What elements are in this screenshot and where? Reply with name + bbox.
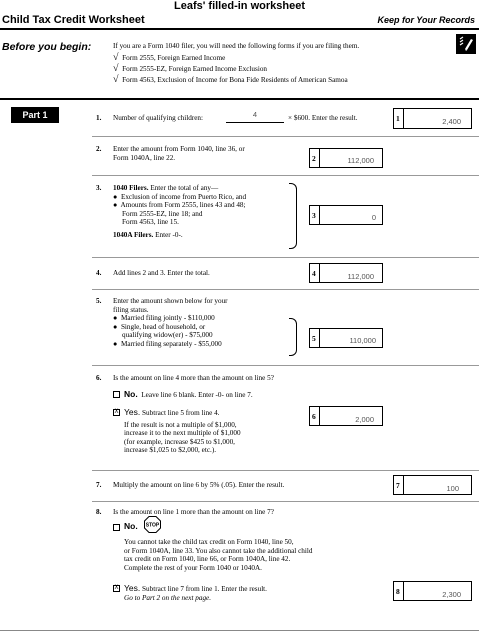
line-8-value: 2,300 bbox=[442, 590, 461, 599]
detail-line: Complete the rest of your Form 1040 or 1040A. bbox=[124, 563, 262, 572]
filers-heading: 1040 Filers. bbox=[113, 184, 149, 192]
detail-line: increase it to the next multiple of $1,000 bbox=[124, 429, 241, 438]
check-glyph: √ bbox=[113, 63, 119, 74]
detail-line: (for example, increase $425 to $1,000, bbox=[124, 437, 235, 446]
detail-line: increase $1,025 to $2,000, etc.). bbox=[124, 446, 217, 455]
bullet-continuation: Form 2555-EZ, line 18; and bbox=[122, 209, 203, 218]
line-8-question: Is the amount on line 1 more than the amount on line 7? bbox=[113, 508, 274, 516]
text-line: Form 1040A, line 22. bbox=[113, 153, 176, 162]
yes-label: Yes. bbox=[124, 583, 141, 593]
line-8-box[interactable] bbox=[393, 581, 472, 601]
box-divider bbox=[319, 329, 320, 347]
line-divider bbox=[92, 365, 479, 366]
yes-text: Subtract line 7 from line 1. Enter the result. bbox=[142, 585, 267, 593]
children-count[interactable]: 4 bbox=[252, 110, 258, 119]
text-line: filing status. bbox=[113, 305, 149, 314]
list-item-label: Form 2555, Foreign Earned Income bbox=[122, 54, 226, 62]
line-7-box[interactable] bbox=[393, 475, 472, 495]
line-3-number: 3. bbox=[96, 184, 102, 192]
line-divider bbox=[92, 257, 479, 258]
line-1-multiplier-text: × $600. Enter the result. bbox=[288, 114, 358, 122]
stop-icon bbox=[144, 516, 161, 533]
bullet-text: Single, head of household, or bbox=[120, 322, 206, 331]
detail-line: You cannot take the child tax credit on Form 1040, line 50, bbox=[124, 538, 294, 546]
line-3-brace bbox=[289, 183, 297, 249]
list-item: ● Married filing jointly - $110,000 bbox=[113, 314, 215, 323]
line-8-no-detail bbox=[124, 538, 404, 572]
yes-text: Subtract line 5 from line 4. bbox=[142, 409, 220, 417]
line-1-box[interactable] bbox=[393, 108, 472, 129]
no-label: No. bbox=[124, 389, 138, 399]
line-7-number: 7. bbox=[96, 481, 102, 489]
list-item-label: Form 4563, Exclusion of Income for Bona Fide Residents of American Samoa bbox=[122, 76, 348, 84]
detail-line: If the result is not a multiple of $1,000, bbox=[124, 420, 237, 429]
filers-footer-bold: 1040A Filers. bbox=[113, 230, 154, 239]
check-glyph: √ bbox=[113, 52, 119, 63]
bullet-continuation: qualifying widow(er) - $75,000 bbox=[122, 331, 213, 340]
box-divider bbox=[403, 109, 404, 128]
no-text: Leave line 6 blank. Enter -0- on line 7. bbox=[141, 391, 253, 399]
box-divider bbox=[319, 149, 320, 167]
page-title: Child Tax Credit Worksheet bbox=[2, 14, 145, 26]
list-item: ● Exclusion of income from Puerto Rico, and bbox=[113, 192, 247, 201]
box-number: 6 bbox=[312, 412, 316, 421]
line-5-text bbox=[113, 297, 293, 349]
list-item bbox=[113, 65, 348, 76]
line-1-value: 2,400 bbox=[442, 117, 461, 126]
box-number: 4 bbox=[312, 269, 316, 278]
list-item: ● Amounts from Form 2555, lines 43 and 48; bbox=[113, 201, 246, 210]
line-7-text: Multiply the amount on line 6 by 5% (.05). Enter the result. bbox=[113, 481, 285, 489]
box-number: 8 bbox=[396, 587, 400, 596]
keep-records-note: Keep for Your Records bbox=[377, 15, 475, 25]
check-glyph: √ bbox=[113, 74, 119, 85]
header-rule bbox=[0, 28, 479, 30]
box-divider bbox=[319, 206, 320, 224]
line-3-text bbox=[113, 184, 293, 240]
line-5-value: 110,000 bbox=[349, 336, 376, 345]
line-4-box[interactable] bbox=[309, 263, 383, 283]
box-divider bbox=[319, 407, 320, 425]
line-6-number: 6. bbox=[96, 374, 102, 382]
line-8-no-label: No. bbox=[124, 521, 138, 531]
stop-label: STOP bbox=[145, 522, 160, 529]
filers-footer-rest: Enter -0-. bbox=[153, 230, 183, 239]
line-4-value: 112,000 bbox=[347, 272, 374, 281]
detail-line: or Form 1040A, line 33. You also cannot take the additional child bbox=[124, 546, 313, 555]
line-8-number: 8. bbox=[96, 508, 102, 516]
list-item bbox=[113, 54, 348, 65]
line-divider bbox=[92, 175, 479, 176]
list-item: ● Married filing separately - $55,000 bbox=[113, 339, 222, 348]
filers-heading-rest: Enter the total of any— bbox=[148, 184, 219, 192]
bullet-text: Married filing separately - $55,000 bbox=[120, 339, 222, 348]
line-8-yes-checkbox[interactable]: X bbox=[114, 585, 119, 591]
bullet-text: Amounts from Form 2555, lines 43 and 48; bbox=[120, 201, 246, 210]
line-2-text bbox=[113, 145, 245, 162]
detail-line: tax credit on Form 1040, line 66, or Form 1040A, line 42. bbox=[124, 555, 291, 564]
line-6-value: 2,000 bbox=[355, 415, 374, 424]
line-6-no-option bbox=[124, 390, 253, 400]
box-number: 7 bbox=[396, 481, 400, 490]
line-8-no-checkbox[interactable] bbox=[113, 524, 120, 531]
before-you-begin-heading: Before you begin: bbox=[2, 41, 92, 53]
box-divider bbox=[403, 582, 404, 600]
line-8-yes-option bbox=[124, 584, 344, 602]
box-divider bbox=[319, 264, 320, 282]
line-6-no-checkbox[interactable] bbox=[113, 391, 120, 398]
list-item: ● Single, head of household, or bbox=[113, 322, 206, 331]
line-divider bbox=[92, 289, 479, 290]
before-intro: If you are a Form 1040 filer, you will need the following forms if you are filing them. bbox=[113, 42, 360, 50]
line-4-text: Add lines 2 and 3. Enter the total. bbox=[113, 269, 210, 277]
line-1-text: Number of qualifying children: bbox=[113, 114, 204, 122]
children-underline bbox=[226, 122, 284, 123]
yes-label: Yes. bbox=[124, 407, 141, 417]
list-item-label: Form 2555-EZ, Foreign Earned Income Exclusion bbox=[122, 65, 268, 73]
footer-rule bbox=[0, 630, 479, 631]
bullet-text: Exclusion of income from Puerto Rico, and bbox=[120, 192, 247, 201]
line-6-yes-checkbox[interactable]: X bbox=[114, 409, 119, 415]
line-divider bbox=[92, 470, 479, 471]
line-6-box[interactable] bbox=[309, 406, 383, 426]
line-6-yes-option bbox=[124, 408, 304, 455]
box-number: 2 bbox=[312, 154, 316, 163]
line-divider bbox=[92, 501, 479, 502]
line-5-number: 5. bbox=[96, 297, 102, 305]
box-number: 1 bbox=[396, 114, 400, 123]
part1-label: Part 1 bbox=[11, 107, 59, 123]
text-line: Enter the amount from Form 1040, line 36, or bbox=[113, 145, 245, 153]
worksheet-caption: Leafs' filled-in worksheet bbox=[174, 0, 305, 12]
line-4-number: 4. bbox=[96, 269, 102, 277]
line-6-question: Is the amount on line 4 more than the amount on line 5? bbox=[113, 374, 274, 382]
text-line: Enter the amount shown below for your bbox=[113, 297, 228, 305]
line-2-box[interactable] bbox=[309, 148, 383, 168]
line-1-number: 1. bbox=[96, 114, 102, 122]
before-list bbox=[113, 54, 348, 87]
bullet-continuation: Form 4563, line 15. bbox=[122, 218, 179, 227]
line-2-value: 112,000 bbox=[347, 156, 374, 165]
line-7-value: 100 bbox=[446, 484, 459, 493]
line-3-value: 0 bbox=[371, 213, 376, 222]
line-5-box[interactable] bbox=[309, 328, 383, 348]
section-rule bbox=[0, 98, 479, 100]
line-2-number: 2. bbox=[96, 145, 102, 153]
box-divider bbox=[403, 476, 404, 494]
go-to-part2-note: Go to Part 2 on the next page. bbox=[124, 593, 212, 602]
list-item bbox=[113, 76, 348, 87]
line-divider bbox=[92, 136, 479, 137]
line-3-box[interactable] bbox=[309, 205, 383, 225]
box-number: 5 bbox=[312, 334, 316, 343]
bullet-text: Married filing jointly - $110,000 bbox=[120, 314, 215, 323]
pencil-checklist-icon bbox=[456, 34, 476, 54]
box-number: 3 bbox=[312, 211, 316, 220]
line-5-brace bbox=[289, 318, 297, 356]
